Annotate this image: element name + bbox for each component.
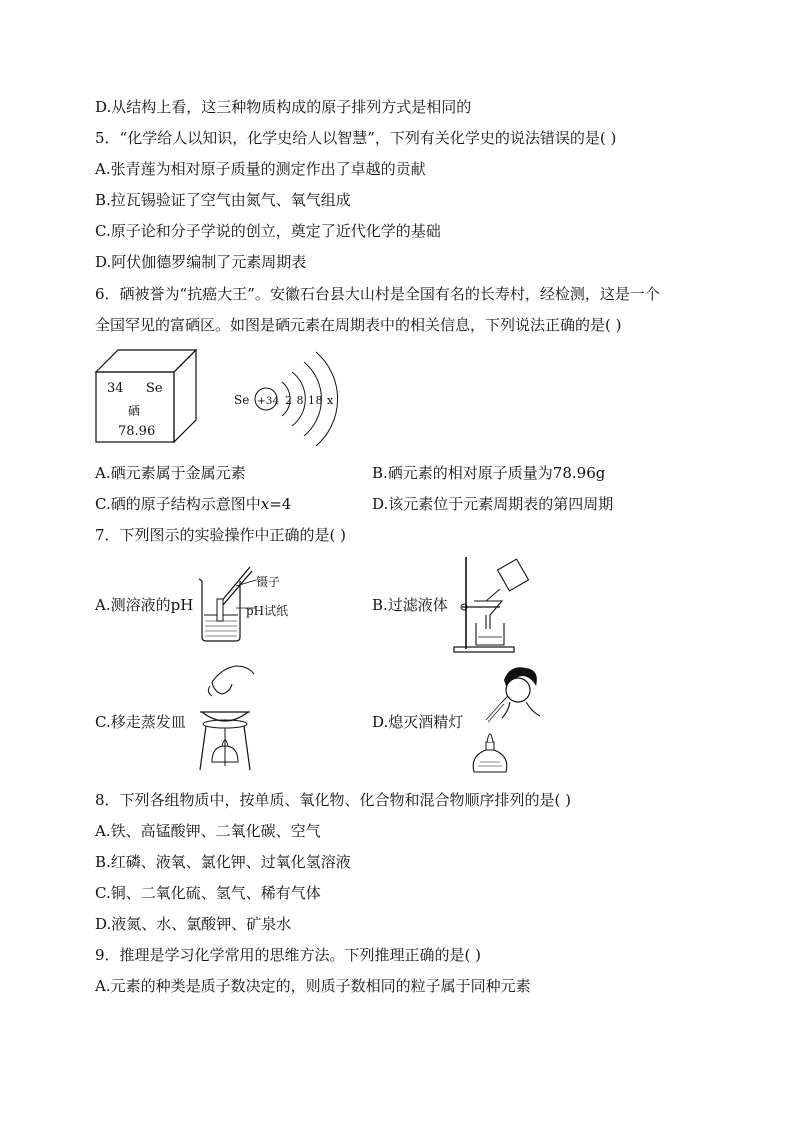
atom-symbol: Se bbox=[234, 393, 250, 407]
q8-option-a: A.铁、高锰酸钾、二氧化碳、空气 bbox=[95, 822, 321, 840]
element-symbol: Se bbox=[146, 381, 163, 396]
q6-option-a: A.硒元素属于金属元素 bbox=[95, 464, 246, 482]
q4-option-d: D.从结构上看，这三种物质构成的原子排列方式是相同的 bbox=[95, 98, 472, 116]
q6-option-c bbox=[95, 494, 291, 514]
q9-option-a: A.元素的种类是质子数决定的，则质子数相同的粒子属于同种元素 bbox=[95, 977, 531, 995]
q6-option-b: B.硒元素的相对原子质量为78.96g bbox=[372, 464, 606, 482]
alcohol-lamp-figure bbox=[466, 660, 546, 780]
q6-option-c-value: =4 bbox=[269, 495, 292, 513]
element-name: 硒 bbox=[128, 404, 141, 418]
element-atomic-number: 34 bbox=[107, 381, 124, 396]
q6-option-d: D.该元素位于元素周期表的第四周期 bbox=[372, 495, 614, 513]
q5-stem: 5．“化学给人以知识，化学史给人以智慧”，下列有关化学史的说法错误的是( ) bbox=[95, 129, 617, 147]
q7-option-d: D.熄灭酒精灯 bbox=[372, 713, 464, 731]
q8-option-d: D.液氮、水、氯酸钾、矿泉水 bbox=[95, 915, 292, 933]
q6-option-c-text: C.硒的原子结构示意图中 bbox=[95, 495, 261, 513]
q9-stem: 9．推理是学习化学常用的思维方法。下列推理正确的是( ) bbox=[95, 946, 482, 964]
q7-stem: 7．下列图示的实验操作中正确的是( ) bbox=[95, 526, 347, 544]
evaporating-dish-figure bbox=[192, 662, 258, 774]
q6-option-c-var: x bbox=[260, 495, 270, 513]
ph-paper-label: pH试纸 bbox=[246, 604, 289, 618]
q7-option-a: A.测溶液的pH bbox=[95, 596, 194, 614]
q5-option-d: D.阿伏伽德罗编制了元素周期表 bbox=[95, 253, 307, 271]
tweezers-label: 镊子 bbox=[256, 575, 281, 589]
q6-stem-line2: 全国罕见的富硒区。如图是硒元素在周期表中的相关信息，下列说法正确的是( ) bbox=[95, 316, 622, 334]
q7-option-b: B.过滤液体 bbox=[372, 596, 448, 614]
q8-option-c: C.铜、二氧化硫、氢气、稀有气体 bbox=[95, 884, 321, 902]
q7-option-c: C.移走蒸发皿 bbox=[95, 713, 186, 731]
element-atomic-mass: 78.96 bbox=[118, 424, 156, 439]
atom-shell-electrons: 2 8 18 x bbox=[285, 394, 334, 407]
q8-stem: 8．下列各组物质中，按单质、氧化物、化合物和混合物顺序排列的是( ) bbox=[95, 791, 572, 809]
q5-option-b: B.拉瓦锡验证了空气由氮气、氧气组成 bbox=[95, 191, 351, 209]
q5-option-a: A.张青莲为相对原子质量的测定作出了卓越的贡献 bbox=[95, 160, 426, 178]
q5-option-c: C.原子论和分子学说的创立，奠定了近代化学的基础 bbox=[95, 222, 441, 240]
q6-stem-line1: 6．硒被誉为“抗癌大王”。安徽石台县大山村是全国有名的长寿村，经检测，这是一个 bbox=[95, 285, 660, 303]
filtration-figure bbox=[450, 553, 540, 655]
atom-nucleus-charge: +34 bbox=[257, 395, 280, 407]
q8-option-b: B.红磷、液氧、氯化钾、过氧化氢溶液 bbox=[95, 853, 351, 871]
